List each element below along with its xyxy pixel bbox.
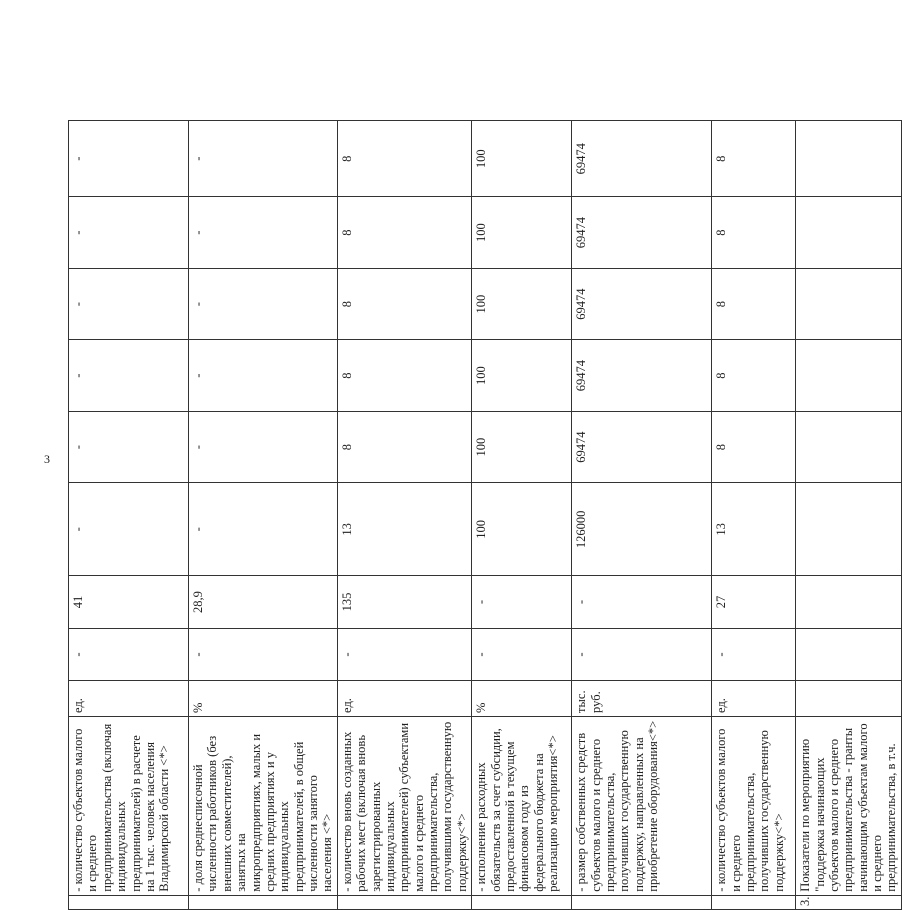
value-cell: - xyxy=(572,628,712,680)
value-cell: 8 xyxy=(712,340,796,412)
value-cell: 13 xyxy=(712,483,796,576)
table-row xyxy=(712,121,796,910)
row-index xyxy=(69,895,189,909)
value-cell: - xyxy=(69,268,189,340)
value-cell xyxy=(796,576,902,628)
row-index: 3. xyxy=(796,895,902,909)
indicator-description: - количество субъектов малого и среднего предпринимательства (включая индивидуальных предпринимателей) в расчете на 1 тыс. человек населения Владимирской области <*> xyxy=(69,716,189,895)
row-index xyxy=(472,895,572,909)
table-row xyxy=(472,121,572,910)
page-number: 3 xyxy=(44,452,50,466)
value-cell: 28,9 xyxy=(189,576,338,628)
value-cell: 8 xyxy=(337,121,471,197)
table-row xyxy=(189,121,338,910)
value-cell: - xyxy=(189,483,338,576)
value-cell: - xyxy=(189,340,338,412)
value-cell: 100 xyxy=(472,483,572,576)
value-cell: - xyxy=(69,628,189,680)
unit-cell: % xyxy=(472,681,572,717)
value-cell: - xyxy=(189,411,338,483)
value-cell: - xyxy=(69,197,189,269)
value-cell: 100 xyxy=(472,340,572,412)
table-row xyxy=(796,121,902,910)
value-cell: 8 xyxy=(712,268,796,340)
indicators-table xyxy=(68,120,899,910)
row-index xyxy=(572,895,712,909)
indicator-description: - исполнение расходных обязательств за счет субсидии, предоставленной в текущем финансовом году из федерального бюджета на реализацию мероприятия<*> xyxy=(472,716,572,895)
indicator-description: Показатели по мероприятию "поддержка начинающих субъектов малого и среднего предпринимательства - гранты начинающим субъектам малого и среднего предпринимательства, в т.ч. xyxy=(796,716,902,895)
row-index xyxy=(189,895,338,909)
indicator-description: - количество субъектов малого и среднего предпринимательства, получивших государственную поддержку<*> xyxy=(712,716,796,895)
unit-cell: ед. xyxy=(712,681,796,717)
value-cell: 69474 xyxy=(572,197,712,269)
value-cell: - xyxy=(189,121,338,197)
value-cell xyxy=(796,483,902,576)
value-cell: 69474 xyxy=(572,340,712,412)
value-cell: 8 xyxy=(712,411,796,483)
value-cell xyxy=(796,628,902,680)
unit-cell xyxy=(796,681,902,717)
row-index xyxy=(337,895,471,909)
value-cell: 8 xyxy=(337,340,471,412)
value-cell: - xyxy=(189,628,338,680)
value-cell xyxy=(796,121,902,197)
unit-cell: тыс. руб. xyxy=(572,681,712,717)
unit-cell: % xyxy=(189,681,338,717)
value-cell: - xyxy=(69,340,189,412)
value-cell: 100 xyxy=(472,121,572,197)
value-cell xyxy=(796,411,902,483)
value-cell: - xyxy=(69,121,189,197)
value-cell: 69474 xyxy=(572,411,712,483)
value-cell: - xyxy=(69,411,189,483)
indicator-description: - количество вновь созданных рабочих мест (включая вновь зарегистрированных индивидуальных предпринимателей) субъектами малого и среднего предпринимательства, получившими государственную поддержку<*> xyxy=(337,716,471,895)
value-cell: - xyxy=(189,268,338,340)
value-cell: 8 xyxy=(712,197,796,269)
value-cell: - xyxy=(712,628,796,680)
value-cell: - xyxy=(337,628,471,680)
value-cell: - xyxy=(572,576,712,628)
value-cell: 100 xyxy=(472,197,572,269)
value-cell: - xyxy=(69,483,189,576)
value-cell: 13 xyxy=(337,483,471,576)
table-row xyxy=(337,121,471,910)
unit-cell: ед. xyxy=(69,681,189,717)
value-cell: 100 xyxy=(472,411,572,483)
table-row xyxy=(572,121,712,910)
value-cell: 27 xyxy=(712,576,796,628)
indicators-grid xyxy=(68,120,902,910)
value-cell: 8 xyxy=(337,268,471,340)
indicator-description: - доля среднесписочной численности работников (без внешних совместителей), занятых на микропредприятиях, малых и средних предприятиях и у индивидуальных предпринимателей, в общей численности занятого населения <*> xyxy=(189,716,338,895)
indicator-description: - размер собственных средств субъектов малого и среднего предпринимательства, получивших государственную поддержку, направленных на приобретение оборудования<*> xyxy=(572,716,712,895)
value-cell: 8 xyxy=(337,197,471,269)
value-cell: - xyxy=(472,576,572,628)
value-cell: 135 xyxy=(337,576,471,628)
value-cell: - xyxy=(472,628,572,680)
value-cell: 69474 xyxy=(572,121,712,197)
row-index xyxy=(712,895,796,909)
value-cell xyxy=(796,340,902,412)
table-row xyxy=(69,121,189,910)
value-cell: 8 xyxy=(337,411,471,483)
value-cell: 8 xyxy=(712,121,796,197)
value-cell: 126000 xyxy=(572,483,712,576)
value-cell xyxy=(796,197,902,269)
value-cell: - xyxy=(189,197,338,269)
value-cell: 100 xyxy=(472,268,572,340)
value-cell xyxy=(796,268,902,340)
value-cell: 41 xyxy=(69,576,189,628)
table-body xyxy=(69,121,902,910)
unit-cell: ед. xyxy=(337,681,471,717)
value-cell: 69474 xyxy=(572,268,712,340)
